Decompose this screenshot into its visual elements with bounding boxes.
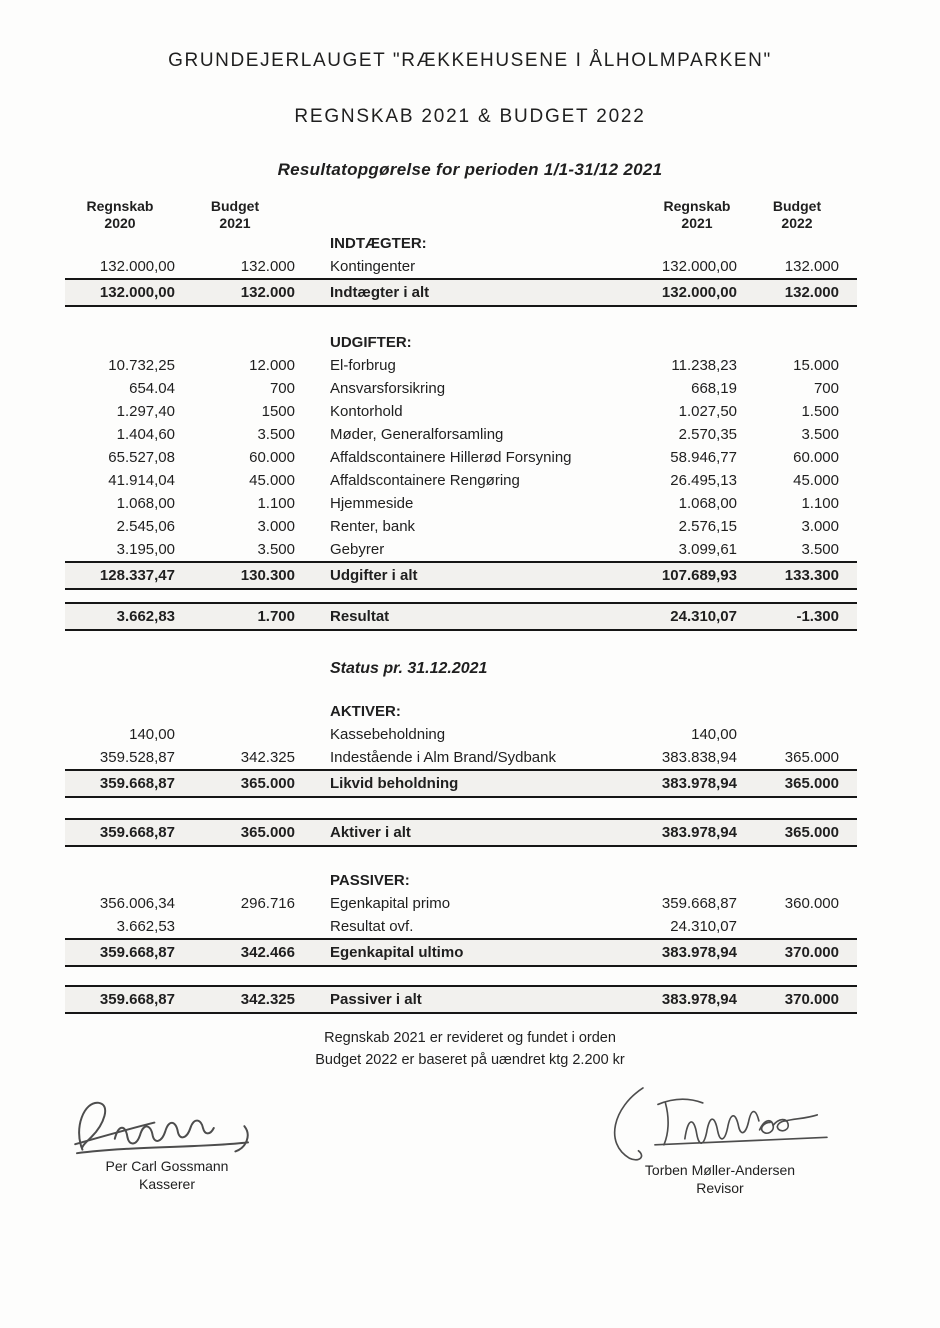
cell-budget-2021: 342.325 bbox=[240, 749, 295, 766]
table-row bbox=[65, 469, 857, 492]
cell-regnskab-2021: 107.689,93 bbox=[661, 567, 737, 584]
cell-budget-2022: 370.000 bbox=[784, 991, 839, 1008]
status-heading: Status pr. 31.12.2021 bbox=[330, 660, 488, 677]
cell-regnskab-2021: 140,00 bbox=[691, 726, 737, 743]
cell-label: Egenkapital ultimo bbox=[330, 944, 464, 961]
cell-regnskab-2021: 132.000,00 bbox=[661, 284, 737, 301]
column-header-line1: Budget bbox=[210, 198, 260, 214]
column-header-line1: Budget bbox=[772, 198, 822, 214]
cell-budget-2021: 700 bbox=[269, 380, 295, 397]
cell-regnskab-2021: 2.576,15 bbox=[678, 518, 737, 535]
section-header-row bbox=[65, 700, 857, 723]
treasurer-role: Kasserer bbox=[138, 1176, 196, 1192]
cell-regnskab-2020: 3.662,83 bbox=[116, 608, 175, 625]
cell-budget-2021: 365.000 bbox=[240, 775, 295, 792]
column-header-line2: 2021 bbox=[219, 215, 251, 231]
cell-budget-2021: 296.716 bbox=[240, 895, 295, 912]
cell-regnskab-2020: 140,00 bbox=[129, 726, 175, 743]
table-gap bbox=[65, 307, 857, 331]
table-total-row bbox=[65, 602, 857, 631]
cell-label: Affaldscontainere Hillerød Forsyning bbox=[330, 449, 572, 466]
section-header-row bbox=[65, 331, 857, 354]
column-header-line1: Regnskab bbox=[663, 198, 731, 214]
table-total-row bbox=[65, 938, 857, 967]
cell-regnskab-2021: 2.570,35 bbox=[678, 426, 737, 443]
column-header-line2: 2020 bbox=[104, 215, 136, 231]
table-row bbox=[65, 423, 857, 446]
cell-budget-2022: 15.000 bbox=[793, 357, 839, 374]
cell-label: Renter, bank bbox=[330, 518, 416, 535]
budget-note: Budget 2022 er baseret på uændret ktg 2.200 kr bbox=[315, 1052, 625, 1068]
table-row bbox=[65, 915, 857, 938]
income-statement-heading: Resultatopgørelse for perioden 1/1-31/12 2021 bbox=[277, 160, 663, 179]
cell-budget-2022: 45.000 bbox=[793, 472, 839, 489]
balance-sheet-table bbox=[65, 700, 857, 1014]
cell-label: AKTIVER: bbox=[330, 703, 401, 720]
cell-regnskab-2020: 1.068,00 bbox=[116, 495, 175, 512]
cell-label: Resultat bbox=[330, 608, 390, 625]
cell-budget-2022: 60.000 bbox=[793, 449, 839, 466]
table-total-row bbox=[65, 818, 857, 847]
table-row bbox=[65, 892, 857, 915]
cell-label: Kassebeholdning bbox=[330, 726, 446, 743]
cell-budget-2021: 342.325 bbox=[240, 991, 295, 1008]
table-total-row bbox=[65, 769, 857, 798]
cell-budget-2021: 3.500 bbox=[257, 426, 295, 443]
cell-regnskab-2021: 383.978,94 bbox=[661, 775, 737, 792]
cell-regnskab-2020: 359.668,87 bbox=[99, 944, 175, 961]
cell-regnskab-2020: 132.000,00 bbox=[99, 258, 175, 275]
cell-label: Indtægter i alt bbox=[330, 284, 430, 301]
cell-budget-2022: 132.000 bbox=[784, 284, 839, 301]
cell-label: Aktiver i alt bbox=[330, 824, 411, 841]
signature-block-auditor bbox=[560, 1082, 880, 1196]
table-gap bbox=[65, 798, 857, 818]
cell-budget-2021: 1500 bbox=[261, 403, 295, 420]
audit-note: Regnskab 2021 er revideret og fundet i orden bbox=[324, 1030, 616, 1046]
cell-label: El-forbrug bbox=[330, 357, 396, 374]
cell-label: Resultat ovf. bbox=[330, 918, 414, 935]
cell-regnskab-2021: 11.238,23 bbox=[671, 357, 737, 374]
cell-regnskab-2021: 383.838,94 bbox=[661, 749, 737, 766]
column-header-line1: Regnskab bbox=[86, 198, 154, 214]
cell-budget-2021: 12.000 bbox=[249, 357, 295, 374]
cell-label: Møder, Generalforsamling bbox=[330, 426, 504, 443]
cell-regnskab-2021: 383.978,94 bbox=[661, 991, 737, 1008]
cell-label: Hjemmeside bbox=[330, 495, 414, 512]
cell-budget-2022: 1.500 bbox=[801, 403, 839, 420]
cell-label: Indestående i Alm Brand/Sydbank bbox=[330, 749, 556, 766]
cell-budget-2021: 130.300 bbox=[240, 567, 295, 584]
column-header-budget-2022 bbox=[737, 198, 857, 232]
cell-regnskab-2020: 1.404,60 bbox=[116, 426, 175, 443]
table-row bbox=[65, 377, 857, 400]
cell-label: INDTÆGTER: bbox=[330, 235, 427, 252]
cell-regnskab-2020: 654.04 bbox=[129, 380, 175, 397]
column-header-line2: 2022 bbox=[781, 215, 813, 231]
cell-regnskab-2020: 1.297,40 bbox=[116, 403, 175, 420]
organization-title: GRUNDEJERLAUGET "RÆKKEHUSENE I ÅLHOLMPARKEN" bbox=[168, 50, 772, 71]
cell-regnskab-2021: 359.668,87 bbox=[661, 895, 737, 912]
cell-budget-2021: 3.500 bbox=[257, 541, 295, 558]
cell-regnskab-2020: 356.006,34 bbox=[99, 895, 175, 912]
cell-regnskab-2020: 359.668,87 bbox=[99, 775, 175, 792]
cell-budget-2022: 1.100 bbox=[801, 495, 839, 512]
treasurer-signature-scribble-icon bbox=[57, 1092, 277, 1164]
cell-budget-2021: 60.000 bbox=[249, 449, 295, 466]
cell-budget-2021: 3.000 bbox=[257, 518, 295, 535]
cell-label: UDGIFTER: bbox=[330, 334, 412, 351]
cell-regnskab-2020: 359.668,87 bbox=[99, 991, 175, 1008]
cell-regnskab-2020: 132.000,00 bbox=[99, 284, 175, 301]
table-total-row bbox=[65, 985, 857, 1014]
table-row bbox=[65, 354, 857, 377]
cell-regnskab-2020: 3.662,53 bbox=[116, 918, 175, 935]
auditor-signature-scribble-icon bbox=[560, 1082, 880, 1168]
cell-regnskab-2021: 383.978,94 bbox=[661, 944, 737, 961]
treasurer-name: Per Carl Gossmann bbox=[105, 1158, 229, 1174]
cell-label: Udgifter i alt bbox=[330, 567, 418, 584]
cell-regnskab-2021: 132.000,00 bbox=[661, 258, 737, 275]
cell-budget-2021: 1.100 bbox=[257, 495, 295, 512]
cell-budget-2022: 365.000 bbox=[784, 749, 839, 766]
cell-budget-2021: 342.466 bbox=[240, 944, 295, 961]
cell-label: PASSIVER: bbox=[330, 872, 410, 889]
cell-budget-2022: 360.000 bbox=[784, 895, 839, 912]
cell-label: Affaldscontainere Rengøring bbox=[330, 472, 520, 489]
section-header-row bbox=[65, 869, 857, 892]
cell-budget-2022: 3.500 bbox=[801, 541, 839, 558]
cell-budget-2022: 365.000 bbox=[784, 775, 839, 792]
cell-regnskab-2021: 26.495,13 bbox=[670, 472, 737, 489]
cell-regnskab-2020: 10.732,25 bbox=[108, 357, 175, 374]
cell-label: Likvid beholdning bbox=[330, 775, 459, 792]
column-header-line2: 2021 bbox=[681, 215, 713, 231]
cell-label: Gebyrer bbox=[330, 541, 385, 558]
column-header-spacer bbox=[295, 198, 587, 232]
column-header-budget-2021 bbox=[175, 198, 295, 232]
cell-budget-2022: 133.300 bbox=[784, 567, 839, 584]
cell-regnskab-2021: 1.068,00 bbox=[678, 495, 737, 512]
table-row bbox=[65, 723, 857, 746]
cell-regnskab-2021: 383.978,94 bbox=[661, 824, 737, 841]
cell-budget-2022: 132.000 bbox=[784, 258, 839, 275]
cell-budget-2022: 3.000 bbox=[801, 518, 839, 535]
table-row bbox=[65, 746, 857, 769]
cell-label: Ansvarsforsikring bbox=[330, 380, 446, 397]
cell-regnskab-2020: 2.545,06 bbox=[116, 518, 175, 535]
table-gap bbox=[65, 967, 857, 985]
cell-regnskab-2021: 3.099,61 bbox=[678, 541, 737, 558]
cell-regnskab-2021: 24.310,07 bbox=[670, 918, 737, 935]
column-header-regnskab-2021 bbox=[587, 198, 737, 232]
cell-budget-2022: 700 bbox=[813, 380, 839, 397]
table-gap bbox=[65, 847, 857, 869]
cell-budget-2022: 365.000 bbox=[784, 824, 839, 841]
cell-regnskab-2020: 359.668,87 bbox=[99, 824, 175, 841]
signature-block-treasurer bbox=[52, 1092, 282, 1192]
cell-regnskab-2021: 58.946,77 bbox=[670, 449, 737, 466]
section-header-row bbox=[65, 232, 857, 255]
cell-label: Passiver i alt bbox=[330, 991, 422, 1008]
cell-budget-2022: -1.300 bbox=[796, 608, 839, 625]
cell-regnskab-2020: 359.528,87 bbox=[99, 749, 175, 766]
table-row bbox=[65, 446, 857, 469]
cell-regnskab-2021: 668,19 bbox=[691, 380, 737, 397]
cell-label: Kontorhold bbox=[330, 403, 403, 420]
cell-budget-2021: 132.000 bbox=[240, 258, 295, 275]
cell-regnskab-2020: 41.914,04 bbox=[108, 472, 175, 489]
cell-label: Egenkapital primo bbox=[330, 895, 451, 912]
cell-label: Kontingenter bbox=[330, 258, 416, 275]
cell-budget-2021: 132.000 bbox=[240, 284, 295, 301]
cell-regnskab-2020: 128.337,47 bbox=[99, 567, 175, 584]
income-statement-table bbox=[65, 232, 857, 631]
cell-budget-2021: 365.000 bbox=[240, 824, 295, 841]
table-total-row bbox=[65, 561, 857, 590]
document-title: REGNSKAB 2021 & BUDGET 2022 bbox=[294, 106, 646, 127]
table-row bbox=[65, 255, 857, 278]
table-row bbox=[65, 515, 857, 538]
column-headers bbox=[65, 198, 857, 232]
cell-regnskab-2020: 65.527,08 bbox=[108, 449, 175, 466]
cell-regnskab-2020: 3.195,00 bbox=[116, 541, 175, 558]
cell-budget-2021: 45.000 bbox=[249, 472, 295, 489]
cell-budget-2022: 3.500 bbox=[801, 426, 839, 443]
auditor-role: Revisor bbox=[696, 1180, 744, 1196]
cell-budget-2021: 1.700 bbox=[257, 608, 295, 625]
cell-regnskab-2021: 1.027,50 bbox=[678, 403, 737, 420]
cell-regnskab-2021: 24.310,07 bbox=[670, 608, 737, 625]
auditor-name: Torben Møller-Andersen bbox=[644, 1162, 796, 1178]
table-row bbox=[65, 538, 857, 561]
table-row bbox=[65, 400, 857, 423]
cell-budget-2022: 370.000 bbox=[784, 944, 839, 961]
table-row bbox=[65, 492, 857, 515]
table-gap bbox=[65, 590, 857, 602]
table-total-row bbox=[65, 278, 857, 307]
column-header-regnskab-2020 bbox=[65, 198, 175, 232]
